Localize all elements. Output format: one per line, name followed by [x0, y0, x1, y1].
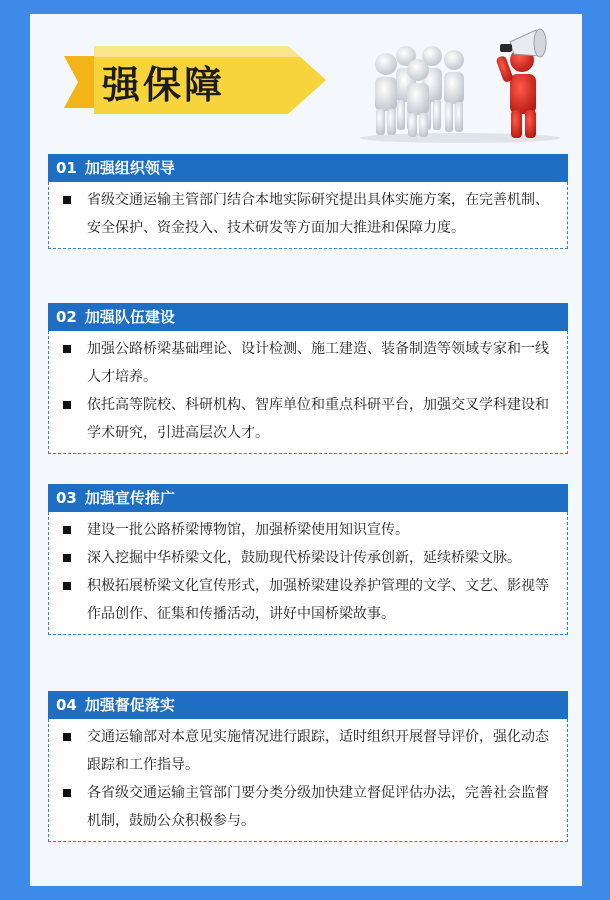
- list-item: [63, 544, 557, 572]
- section-3: [48, 484, 568, 635]
- list-item: [63, 335, 557, 391]
- section-title: 加强督促落实: [84, 696, 175, 714]
- square-bullet-icon: [63, 582, 71, 590]
- section-body: [48, 512, 568, 635]
- list-item-text: 加强公路桥梁基础理论、设计检测、施工建造、装备制造等领域专家和一线人才培养。: [87, 341, 549, 385]
- square-bullet-icon: [63, 345, 71, 353]
- list-item-text: 积极拓展桥梁文化宣传形式，加强桥梁建设养护管理的文学、文艺、影视等作品创作、征集和传播活动，讲好中国桥梁故事。: [87, 578, 549, 622]
- page-title: 强保障: [102, 63, 226, 107]
- square-bullet-icon: [63, 733, 71, 741]
- section-1: [48, 154, 568, 249]
- list-item-text: 依托高等院校、科研机构、智库单位和重点科研平台，加强交叉学科建设和学术研究，引进高层次人才。: [87, 397, 549, 441]
- people-megaphone-illustration: [350, 20, 578, 144]
- section-header: [48, 484, 568, 512]
- section-number: 01: [56, 159, 77, 177]
- section-number: 04: [56, 696, 77, 714]
- section-4: [48, 691, 568, 842]
- section-body: [48, 719, 568, 842]
- section-title: 加强组织领导: [84, 159, 175, 177]
- list-item: [63, 391, 557, 447]
- section-number: 02: [56, 308, 77, 326]
- square-bullet-icon: [63, 554, 71, 562]
- square-bullet-icon: [63, 196, 71, 204]
- list-item-text: 建设一批公路桥梁博物馆，加强桥梁使用知识宣传。: [87, 522, 409, 538]
- section-title: 加强队伍建设: [84, 308, 175, 326]
- section-header: [48, 691, 568, 719]
- section-header: [48, 154, 568, 182]
- list-item: [63, 723, 557, 779]
- list-item: [63, 779, 557, 835]
- square-bullet-icon: [63, 401, 71, 409]
- section-2: [48, 303, 568, 454]
- content-card: [30, 14, 582, 886]
- list-item: [63, 186, 557, 242]
- section-body: [48, 331, 568, 454]
- section-title: 加强宣传推广: [84, 489, 175, 507]
- header: [30, 14, 582, 144]
- list-item-text: 交通运输部对本意见实施情况进行跟踪，适时组织开展督导评价，强化动态跟踪和工作指导。: [87, 729, 549, 773]
- section-body: [48, 182, 568, 249]
- square-bullet-icon: [63, 526, 71, 534]
- list-item-text: 各省级交通运输主管部门要分类分级加快建立督促评估办法，完善社会监督机制，鼓励公众积极参与。: [87, 785, 549, 829]
- section-header: [48, 303, 568, 331]
- square-bullet-icon: [63, 789, 71, 797]
- list-item: [63, 572, 557, 628]
- section-number: 03: [56, 489, 77, 507]
- list-item-text: 省级交通运输主管部门结合本地实际研究提出具体实施方案，在完善机制、安全保护、资金投入、技术研发等方面加大推进和保障力度。: [87, 192, 549, 236]
- list-item: [63, 516, 557, 544]
- list-item-text: 深入挖掘中华桥梁文化，鼓励现代桥梁设计传承创新，延续桥梁文脉。: [87, 550, 521, 566]
